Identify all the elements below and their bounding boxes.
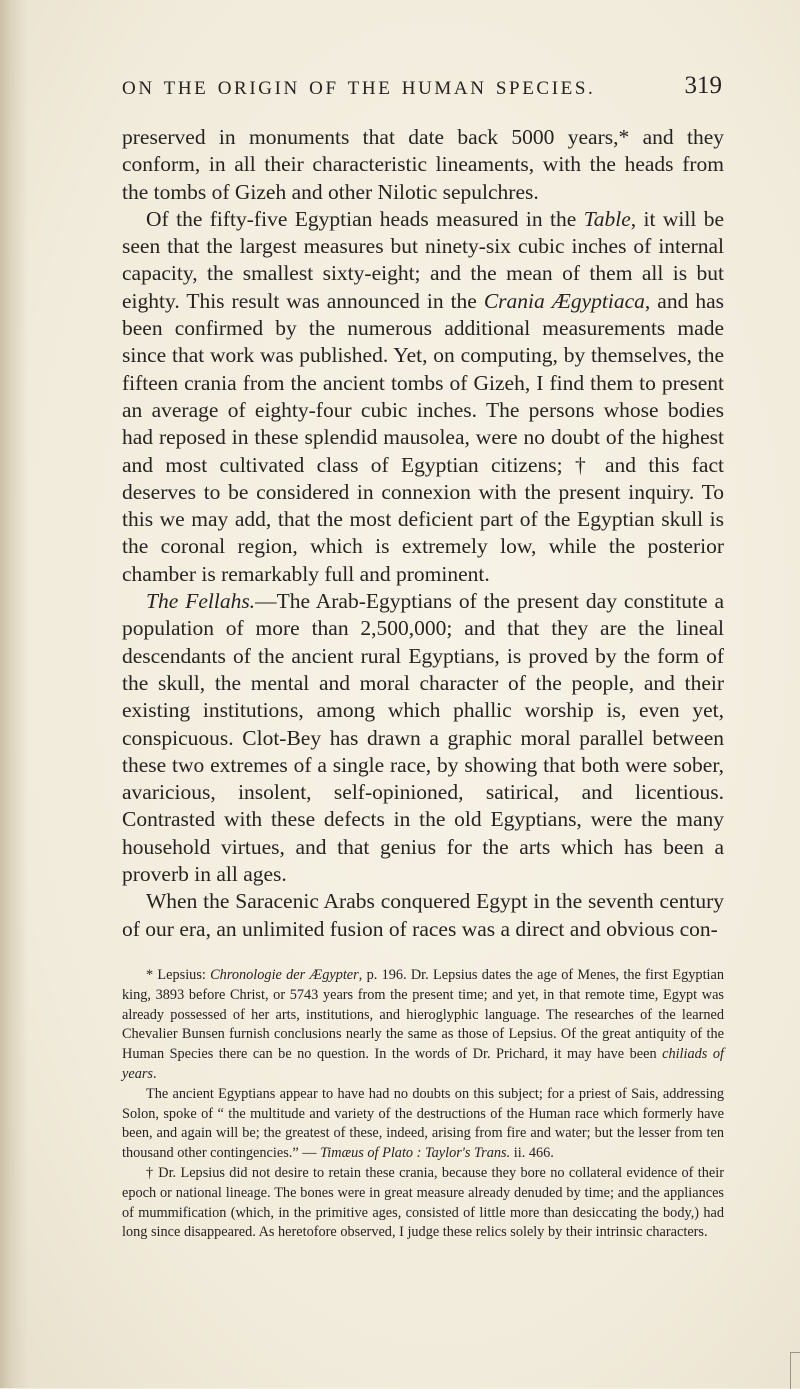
footnote-1-continued: The ancient Egyptians appear to have had no doubts on this subject; for a priest of Sais, addressing Solon, spoke of “ the multitude and variety of the destructions of the Human race which formerly have been, and again will be; the greatest of these, indeed, arising from fire and water; but the lesser from ten thousand other contingencies.” — Timæus of Plato : Taylor's Trans. ii. 466. xyxy=(122,1085,724,1162)
footnotes xyxy=(122,966,724,1243)
binding-gutter xyxy=(0,0,28,1388)
footnote-2: † Dr. Lepsius did not desire to retain these crania, because they bore no collateral evidence of their epoch or national lineage. The bones were in great measure already denuded by time; and the appliances of mummification (which, in the primitive ages, consisted of little more than desiccating the body,) had long since disappeared. As heretofore observed, I judge these relics solely by their intrinsic characters. xyxy=(122,1164,724,1241)
paragraph-3: The Fellahs.—The Arab-Egyptians of the present day constitute a population of more than 2,500,000; and that they are the lineal descendants of the ancient rural Egyptians, is proved by the form of the skull, the mental and moral character of the people, and their existing institutions, among which phallic worship is, even yet, conspicuous. Clot-Bey has drawn a graphic moral parallel between these two extremes of a single race, by showing that both were sober, avaricious, insolent, self-opinioned, satirical, and licentious. Contrasted with these defects in the old Egyptians, were the many household virtues, and that genius for the arts which has been a proverb in all ages. xyxy=(122,589,724,887)
page-number: 319 xyxy=(684,72,722,99)
main-text xyxy=(122,124,724,943)
paragraph-4: When the Saracenic Arabs conquered Egypt in the seventh century of our era, an unlimited fusion of races was a direct and obvious con- xyxy=(122,889,724,941)
running-head: ON THE ORIGIN OF THE HUMAN SPECIES. xyxy=(122,78,596,99)
table-ref: Table xyxy=(583,206,631,231)
paragraph-2: Of the fifty-five Egyptian heads measured in the Table, it will be seen that the largest measures but ninety-six cubic inches of internal capacity, the smallest sixty-eight; and the mean of them all is but eighty. This result was announced in the Crania Ægyptiaca, and has been confirmed by the numerous additional measurements made since that work was published. Yet, on computing, by themselves, the fifteen crania from the ancient tombs of Gizeh, I find them to present an average of eighty-four cubic inches. The persons whose bodies had reposed in these splendid mausolea, were no doubt of the highest and most cultivated class of Egyptian citizens; † and this fact deserves to be considered in connexion with the present inquiry. To this we may add, that the most deficient part of the Egyptian skull is the coronal region, which is extremely low, while the posterior chamber is remarkably full and prominent. xyxy=(122,206,725,586)
footnote-1: * Lepsius: Chronologie der Ægypter, p. 196. Dr. Lepsius dates the age of Menes, the first Egyptian king, 3893 before Christ, or 5743 years from the present time; and yet, in that remote time, Egypt was already possessed of her arts, institutions, and hieroglyphic language. The researches of the learned Chevalier Bunsen furnish conclusions nearly the same as those of Lepsius. Of the great antiquity of the Human Species there can be no question. In the words of Dr. Prichard, it may have been chiliads of years. xyxy=(122,967,725,1082)
footnote-source: Timæus of Plato : Taylor's Trans. xyxy=(320,1145,511,1162)
page-header xyxy=(122,72,722,108)
crania-title: Crania Ægyptiaca xyxy=(483,288,645,313)
footnote-title: Chronologie der Ægypter xyxy=(210,967,359,983)
paragraph-1: preserved in monuments that date back 5000 years,* and they conform, in all their characteristic lineaments, with the heads from the tombs of Gizeh and other Nilotic sepulchres. xyxy=(122,125,724,204)
section-heading-fellahs: The Fellahs. xyxy=(146,589,256,614)
page-corner-mark xyxy=(790,1352,800,1389)
footnote-quote: chiliads of years xyxy=(122,1046,724,1082)
